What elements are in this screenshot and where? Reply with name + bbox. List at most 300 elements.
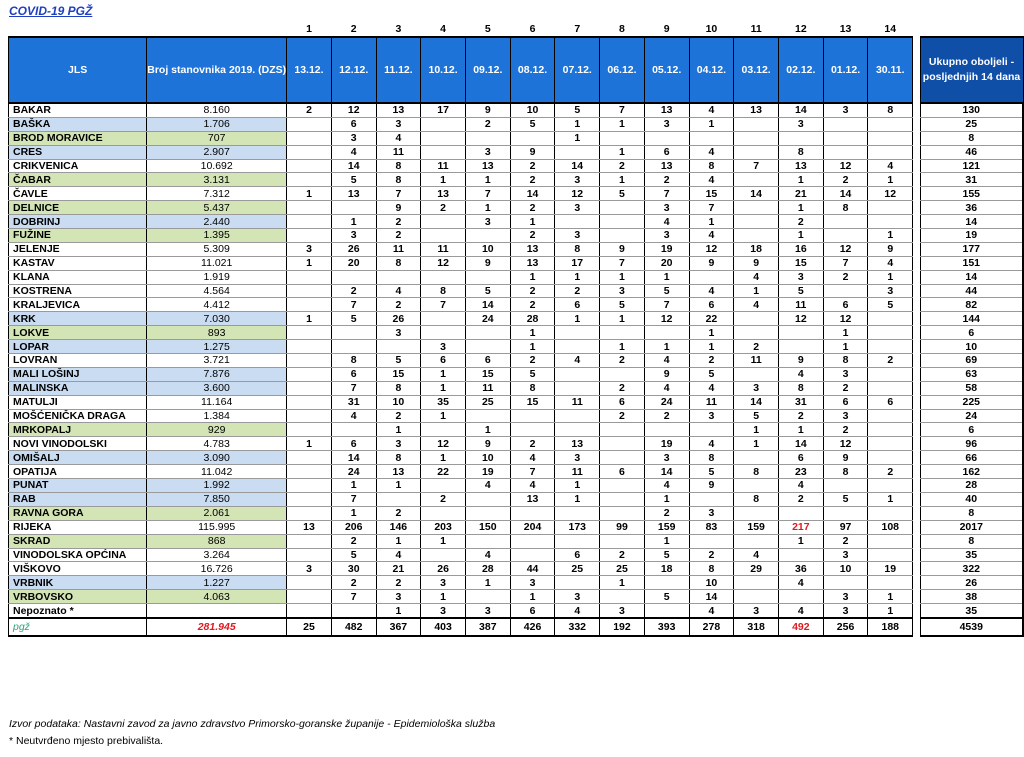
population-value: 4.783 [147, 437, 287, 451]
daily-cases [823, 215, 868, 229]
sum-daily-cases: 192 [600, 618, 645, 636]
daily-cases: 13 [331, 187, 376, 201]
daily-cases: 4 [868, 159, 913, 173]
daily-cases: 15 [689, 187, 734, 201]
municipality-name: ČAVLE [9, 187, 147, 201]
table-row [9, 173, 1024, 187]
daily-cases: 1 [287, 312, 332, 326]
daily-cases [689, 492, 734, 506]
municipality-name: VRBOVSKO [9, 590, 147, 604]
daily-cases: 7 [644, 187, 689, 201]
daily-cases [600, 506, 645, 520]
daily-cases [868, 423, 913, 437]
daily-cases: 22 [421, 465, 466, 479]
daily-cases: 35 [421, 395, 466, 409]
daily-cases [287, 576, 332, 590]
daily-cases: 3 [823, 367, 868, 381]
daily-cases: 4 [868, 256, 913, 270]
municipality-name: SKRAD [9, 534, 147, 548]
daily-cases [868, 215, 913, 229]
gap-cell [913, 590, 920, 604]
daily-cases: 1 [689, 117, 734, 131]
daily-cases: 2 [331, 284, 376, 298]
daily-cases [287, 173, 332, 187]
daily-cases: 7 [331, 381, 376, 395]
population-value [147, 604, 287, 618]
daily-cases: 6 [555, 298, 600, 312]
total-cases: 155 [920, 187, 1023, 201]
daily-cases: 99 [600, 520, 645, 534]
daily-cases: 9 [868, 242, 913, 256]
daily-cases [689, 423, 734, 437]
daily-cases: 44 [510, 562, 555, 576]
daily-cases [331, 423, 376, 437]
table-row [9, 465, 1024, 479]
municipality-name: BROD MORAVICE [9, 131, 147, 145]
header-date: 09.12. [465, 37, 510, 103]
daily-cases [600, 451, 645, 465]
daily-cases [421, 215, 466, 229]
daily-cases [331, 604, 376, 618]
daily-cases [734, 576, 779, 590]
population-value: 3.090 [147, 451, 287, 465]
column-number: 9 [663, 23, 670, 35]
population-value: 115.995 [147, 520, 287, 534]
sum-daily-cases: 25 [287, 618, 332, 636]
sum-daily-cases: 367 [376, 618, 421, 636]
daily-cases: 206 [331, 520, 376, 534]
daily-cases: 2 [510, 354, 555, 368]
daily-cases: 3 [644, 229, 689, 243]
daily-cases: 1 [644, 270, 689, 284]
daily-cases: 21 [778, 187, 823, 201]
table-row [9, 340, 1024, 354]
daily-cases: 5 [510, 117, 555, 131]
daily-cases: 14 [734, 187, 779, 201]
gap-cell [913, 22, 920, 37]
daily-cases: 11 [465, 381, 510, 395]
municipality-name: NOVI VINODOLSKI [9, 437, 147, 451]
daily-cases [287, 270, 332, 284]
header-date: 03.12. [734, 37, 779, 103]
daily-cases [600, 423, 645, 437]
total-cases: 44 [920, 284, 1023, 298]
daily-cases: 1 [734, 437, 779, 451]
daily-cases: 10 [510, 103, 555, 117]
total-cases: 225 [920, 395, 1023, 409]
daily-cases [465, 409, 510, 423]
daily-cases: 7 [376, 187, 421, 201]
daily-cases: 3 [823, 590, 868, 604]
daily-cases: 4 [689, 145, 734, 159]
daily-cases: 11 [421, 242, 466, 256]
source-note: Izvor podataka: Nastavni zavod za javno zdravstvo Primorsko-goranske županije - Epidemiološka služba [9, 718, 496, 730]
header-date: 12.12. [331, 37, 376, 103]
daily-cases [734, 131, 779, 145]
daily-cases: 4 [510, 451, 555, 465]
daily-cases [287, 326, 332, 340]
daily-cases [868, 437, 913, 451]
municipality-name: KRALJEVICA [9, 298, 147, 312]
daily-cases [376, 270, 421, 284]
column-number: 8 [619, 23, 625, 35]
daily-cases [287, 506, 332, 520]
daily-cases: 4 [734, 548, 779, 562]
daily-cases: 7 [331, 298, 376, 312]
population-value: 7.876 [147, 367, 287, 381]
daily-cases: 2 [376, 298, 421, 312]
daily-cases [689, 534, 734, 548]
municipality-name: RAVNA GORA [9, 506, 147, 520]
daily-cases [778, 340, 823, 354]
gap-cell [913, 437, 920, 451]
daily-cases [465, 131, 510, 145]
daily-cases: 31 [331, 395, 376, 409]
daily-cases [555, 381, 600, 395]
daily-cases: 1 [778, 173, 823, 187]
header-date: 08.12. [510, 37, 555, 103]
gap-cell [913, 548, 920, 562]
daily-cases: 13 [510, 492, 555, 506]
daily-cases: 4 [689, 103, 734, 117]
daily-cases [734, 117, 779, 131]
daily-cases [868, 201, 913, 215]
daily-cases: 12 [778, 312, 823, 326]
total-cases: 24 [920, 409, 1023, 423]
total-cases: 6 [920, 326, 1023, 340]
daily-cases: 2 [868, 354, 913, 368]
daily-cases: 20 [331, 256, 376, 270]
daily-cases [555, 576, 600, 590]
daily-cases: 8 [331, 354, 376, 368]
daily-cases: 7 [689, 201, 734, 215]
column-number: 10 [705, 23, 718, 35]
table-row [9, 354, 1024, 368]
daily-cases: 2 [644, 409, 689, 423]
header-date: 13.12. [287, 37, 332, 103]
daily-cases [600, 437, 645, 451]
daily-cases [510, 423, 555, 437]
daily-cases: 3 [823, 103, 868, 117]
daily-cases: 1 [331, 215, 376, 229]
daily-cases: 26 [331, 242, 376, 256]
table-row [9, 409, 1024, 423]
daily-cases [778, 548, 823, 562]
column-number: 12 [795, 23, 807, 35]
daily-cases: 3 [555, 590, 600, 604]
daily-cases: 5 [600, 298, 645, 312]
daily-cases: 97 [823, 520, 868, 534]
gap-cell [913, 576, 920, 590]
daily-cases [465, 229, 510, 243]
daily-cases [689, 270, 734, 284]
daily-cases: 12 [823, 437, 868, 451]
daily-cases: 1 [555, 270, 600, 284]
daily-cases [421, 548, 466, 562]
daily-cases: 6 [555, 548, 600, 562]
daily-cases: 12 [868, 187, 913, 201]
total-cases: 38 [920, 590, 1023, 604]
daily-cases: 8 [734, 465, 779, 479]
gap-cell [913, 173, 920, 187]
daily-cases: 4 [331, 409, 376, 423]
table-row [9, 187, 1024, 201]
municipality-name: LOPAR [9, 340, 147, 354]
daily-cases: 12 [555, 187, 600, 201]
daily-cases: 18 [734, 242, 779, 256]
daily-cases [555, 367, 600, 381]
daily-cases: 1 [868, 604, 913, 618]
total-cases: 2017 [920, 520, 1023, 534]
gap-cell [913, 103, 920, 117]
daily-cases [555, 506, 600, 520]
daily-cases [287, 229, 332, 243]
daily-cases [287, 395, 332, 409]
daily-cases [778, 131, 823, 145]
daily-cases: 1 [331, 506, 376, 520]
daily-cases: 12 [644, 312, 689, 326]
municipality-name: MALINSKA [9, 381, 147, 395]
gap-cell [913, 479, 920, 493]
total-cases: 35 [920, 548, 1023, 562]
daily-cases: 3 [510, 576, 555, 590]
daily-cases: 1 [600, 312, 645, 326]
population-value: 5.437 [147, 201, 287, 215]
total-cases: 82 [920, 298, 1023, 312]
municipality-name: RAB [9, 492, 147, 506]
daily-cases: 6 [778, 451, 823, 465]
table-row [9, 534, 1024, 548]
municipality-name: BAKAR [9, 103, 147, 117]
daily-cases: 8 [823, 354, 868, 368]
daily-cases: 4 [734, 298, 779, 312]
daily-cases: 8 [376, 381, 421, 395]
header-date: 04.12. [689, 37, 734, 103]
daily-cases: 3 [600, 604, 645, 618]
daily-cases: 4 [689, 437, 734, 451]
gap-cell [913, 340, 920, 354]
gap-cell [913, 256, 920, 270]
daily-cases: 12 [331, 103, 376, 117]
total-cases: 151 [920, 256, 1023, 270]
daily-cases: 10 [465, 451, 510, 465]
municipality-name: LOKVE [9, 326, 147, 340]
daily-cases: 1 [510, 270, 555, 284]
daily-cases [600, 492, 645, 506]
daily-cases: 1 [555, 117, 600, 131]
daily-cases [287, 492, 332, 506]
daily-cases: 2 [376, 409, 421, 423]
daily-cases [600, 326, 645, 340]
daily-cases [600, 479, 645, 493]
daily-cases [823, 506, 868, 520]
daily-cases: 6 [823, 395, 868, 409]
daily-cases: 14 [644, 465, 689, 479]
daily-cases: 3 [555, 173, 600, 187]
daily-cases: 3 [376, 590, 421, 604]
column-number: 1 [306, 23, 312, 35]
daily-cases [734, 229, 779, 243]
daily-cases: 150 [465, 520, 510, 534]
gap-cell [913, 506, 920, 520]
daily-cases [465, 492, 510, 506]
daily-cases: 7 [734, 159, 779, 173]
daily-cases [287, 340, 332, 354]
footnote: * Neutvrđeno mjesto prebivališta. [9, 735, 164, 747]
table-row [9, 103, 1024, 117]
daily-cases: 5 [689, 367, 734, 381]
daily-cases: 5 [823, 492, 868, 506]
table-row [9, 576, 1024, 590]
header-date: 01.12. [823, 37, 868, 103]
daily-cases: 3 [331, 131, 376, 145]
daily-cases [287, 284, 332, 298]
municipality-name: KLANA [9, 270, 147, 284]
daily-cases: 2 [644, 173, 689, 187]
daily-cases: 5 [331, 548, 376, 562]
population-value: 1.706 [147, 117, 287, 131]
daily-cases: 1 [600, 145, 645, 159]
daily-cases: 26 [376, 312, 421, 326]
daily-cases: 21 [376, 562, 421, 576]
daily-cases: 2 [823, 534, 868, 548]
population-value: 3.264 [147, 548, 287, 562]
daily-cases [376, 492, 421, 506]
daily-cases: 26 [421, 562, 466, 576]
daily-cases [868, 506, 913, 520]
daily-cases: 15 [376, 367, 421, 381]
daily-cases: 9 [465, 103, 510, 117]
daily-cases: 12 [823, 159, 868, 173]
table-row [9, 159, 1024, 173]
daily-cases [644, 131, 689, 145]
daily-cases: 3 [778, 270, 823, 284]
population-value: 4.564 [147, 284, 287, 298]
daily-cases: 2 [510, 159, 555, 173]
daily-cases: 2 [868, 465, 913, 479]
daily-cases: 7 [823, 256, 868, 270]
daily-cases: 2 [376, 215, 421, 229]
daily-cases: 9 [689, 256, 734, 270]
sum-daily-cases: 393 [644, 618, 689, 636]
table-row [9, 229, 1024, 243]
daily-cases: 5 [331, 312, 376, 326]
sum-daily-cases: 318 [734, 618, 779, 636]
daily-cases: 146 [376, 520, 421, 534]
daily-cases [287, 145, 332, 159]
column-number: 5 [484, 23, 491, 35]
gap-cell [913, 284, 920, 298]
daily-cases: 8 [689, 451, 734, 465]
sum-daily-cases: 387 [465, 618, 510, 636]
daily-cases: 2 [376, 576, 421, 590]
daily-cases [868, 548, 913, 562]
daily-cases: 8 [555, 242, 600, 256]
sum-daily-cases: 278 [689, 618, 734, 636]
municipality-name: KRK [9, 312, 147, 326]
daily-cases: 2 [555, 284, 600, 298]
population-value: 3.600 [147, 381, 287, 395]
daily-cases: 1 [778, 229, 823, 243]
daily-cases [734, 367, 779, 381]
daily-cases: 3 [421, 604, 466, 618]
total-cases: 177 [920, 242, 1023, 256]
daily-cases: 13 [421, 187, 466, 201]
daily-cases: 3 [421, 576, 466, 590]
table-row [9, 298, 1024, 312]
daily-cases: 2 [600, 354, 645, 368]
daily-cases: 2 [287, 103, 332, 117]
daily-cases [287, 367, 332, 381]
gap-cell [913, 187, 920, 201]
daily-cases: 3 [644, 117, 689, 131]
daily-cases [868, 534, 913, 548]
population-value: 10.692 [147, 159, 287, 173]
daily-cases: 3 [734, 381, 779, 395]
daily-cases: 13 [510, 242, 555, 256]
gap-cell [913, 354, 920, 368]
daily-cases [644, 604, 689, 618]
total-cases: 28 [920, 479, 1023, 493]
population-value: 893 [147, 326, 287, 340]
daily-cases [287, 590, 332, 604]
gap-cell [913, 381, 920, 395]
column-number: 3 [395, 23, 402, 35]
daily-cases: 19 [644, 437, 689, 451]
table-row [9, 256, 1024, 270]
daily-cases: 1 [600, 576, 645, 590]
daily-cases: 4 [465, 548, 510, 562]
daily-cases: 11 [376, 145, 421, 159]
header-jls: JLS [9, 37, 147, 103]
daily-cases: 2 [421, 201, 466, 215]
daily-cases [868, 131, 913, 145]
sum-daily-cases: 403 [421, 618, 466, 636]
daily-cases: 1 [555, 312, 600, 326]
daily-cases: 204 [510, 520, 555, 534]
daily-cases: 9 [465, 437, 510, 451]
daily-cases: 8 [376, 173, 421, 187]
total-cases: 35 [920, 604, 1023, 618]
daily-cases: 217 [778, 520, 823, 534]
column-number: 14 [884, 23, 897, 35]
daily-cases: 1 [868, 173, 913, 187]
daily-cases [287, 298, 332, 312]
daily-cases [734, 479, 779, 493]
daily-cases [287, 215, 332, 229]
daily-cases [734, 534, 779, 548]
daily-cases: 14 [555, 159, 600, 173]
daily-cases [734, 173, 779, 187]
population-value: 929 [147, 423, 287, 437]
daily-cases: 1 [689, 215, 734, 229]
daily-cases: 31 [778, 395, 823, 409]
daily-cases: 1 [689, 340, 734, 354]
daily-cases [600, 590, 645, 604]
total-cases: 36 [920, 201, 1023, 215]
total-cases: 69 [920, 354, 1023, 368]
daily-cases: 9 [778, 354, 823, 368]
daily-cases: 7 [465, 187, 510, 201]
daily-cases [600, 201, 645, 215]
population-value: 1.227 [147, 576, 287, 590]
population-value: 7.312 [147, 187, 287, 201]
daily-cases: 2 [510, 437, 555, 451]
municipality-name: CRES [9, 145, 147, 159]
daily-cases: 11 [421, 159, 466, 173]
page-title[interactable]: COVID-19 PGŽ [9, 4, 93, 18]
daily-cases [465, 270, 510, 284]
